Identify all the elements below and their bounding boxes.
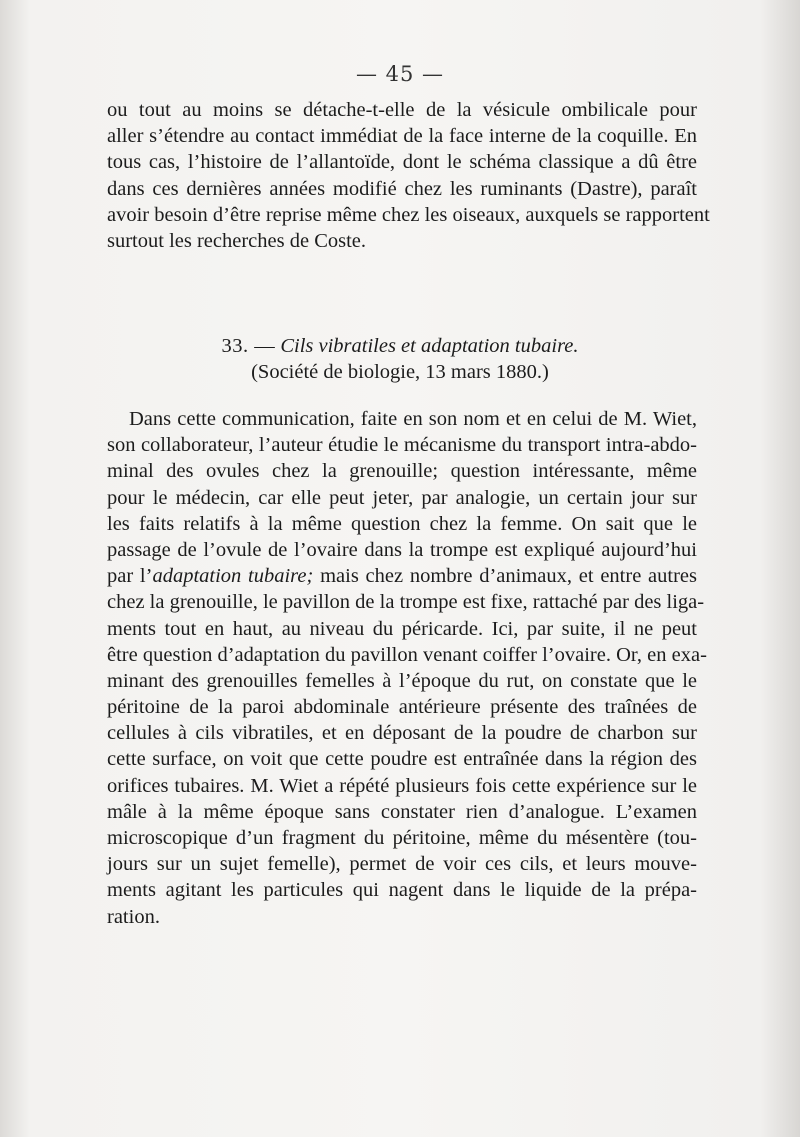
text-line: chez la grenouille, le pavillon de la trompe est fixe, rattaché par des liga- <box>107 591 705 614</box>
text-line: aller s’étendre au contact immédiat de la face interne de la coquille. En <box>107 125 697 148</box>
text-line: dans ces dernières années modifié chez les ruminants (Dastre), paraît <box>107 177 697 200</box>
text-line: orifices tubaires. M. Wiet a répété plusieurs fois cette expérience sur le <box>107 774 697 797</box>
italic-term: adaptation tubaire; <box>152 565 314 588</box>
text-line: jours sur un sujet femelle), permet de voir ces cils, et leurs mouve- <box>107 853 697 876</box>
text-fragment: mais chez nombre d’animaux, et entre autres <box>313 565 697 588</box>
section-source: (Société de biologie, 13 mars 1880.) <box>251 361 549 383</box>
text-line: ou tout au moins se détache-t-elle de la vésicule ombilicale pour <box>107 99 697 121</box>
text-line: minant des grenouilles femelles à l’époque du rut, on constate que le <box>107 669 697 692</box>
text-line: ration. <box>107 905 160 928</box>
section-title: Cils vibratiles et adaptation tubaire. <box>280 335 579 357</box>
text-line: passage de l’ovule de l’ovaire dans la trompe est expliqué aujourd’hui <box>107 538 697 561</box>
text-line: minal des ovules chez la grenouille; question intéressante, même <box>107 460 697 483</box>
text-line: Dans cette communication, faite en son nom et en celui de M. Wiet, <box>129 408 697 430</box>
paragraph-main <box>107 406 707 930</box>
section-number: 33. — <box>221 335 276 357</box>
paragraph-continuation <box>107 97 710 254</box>
text-line: tous cas, l’histoire de l’allantoïde, dont le schéma classique a dû être <box>107 151 697 174</box>
text-line: cellules à cils vibratiles, et en déposant de la poudre de charbon sur <box>107 722 697 745</box>
text-line: les faits relatifs à la même question chez la femme. On sait que le <box>107 512 697 535</box>
section-heading <box>0 333 800 359</box>
text-line: microscopique d’un fragment du péritoine, même du mésentère (tou- <box>107 827 697 849</box>
text-line: être question d’adaptation du pavillon venant coiffer l’ovaire. Or, en exa- <box>107 643 707 666</box>
text-line: ments agitant les particules qui nagent dans le liquide de la prépa- <box>107 879 697 902</box>
text-line: mâle à la même époque sans constater rien d’analogue. L’examen <box>107 800 697 823</box>
text-line: avoir besoin d’être reprise même chez les oiseaux, auxquels se rapportent <box>107 203 710 226</box>
page-number: — 45 — <box>355 62 445 86</box>
text-line: ments tout en haut, au niveau du péricarde. Ici, par suite, il ne peut <box>107 617 697 640</box>
text-fragment: par l’ <box>107 565 153 588</box>
text-line: péritoine de la paroi abdominale antérieure présente des traînées de <box>107 696 697 719</box>
text-line: son collaborateur, l’auteur étudie le mécanisme du transport intra-abdo- <box>107 434 697 457</box>
text-line: cette surface, on voit que cette poudre est entraînée dans la région des <box>107 748 697 771</box>
text-line: pour le médecin, car elle peut jeter, par analogie, un certain jour sur <box>107 486 697 509</box>
text-line: surtout les recherches de Coste. <box>107 229 367 252</box>
text-line <box>107 563 697 589</box>
